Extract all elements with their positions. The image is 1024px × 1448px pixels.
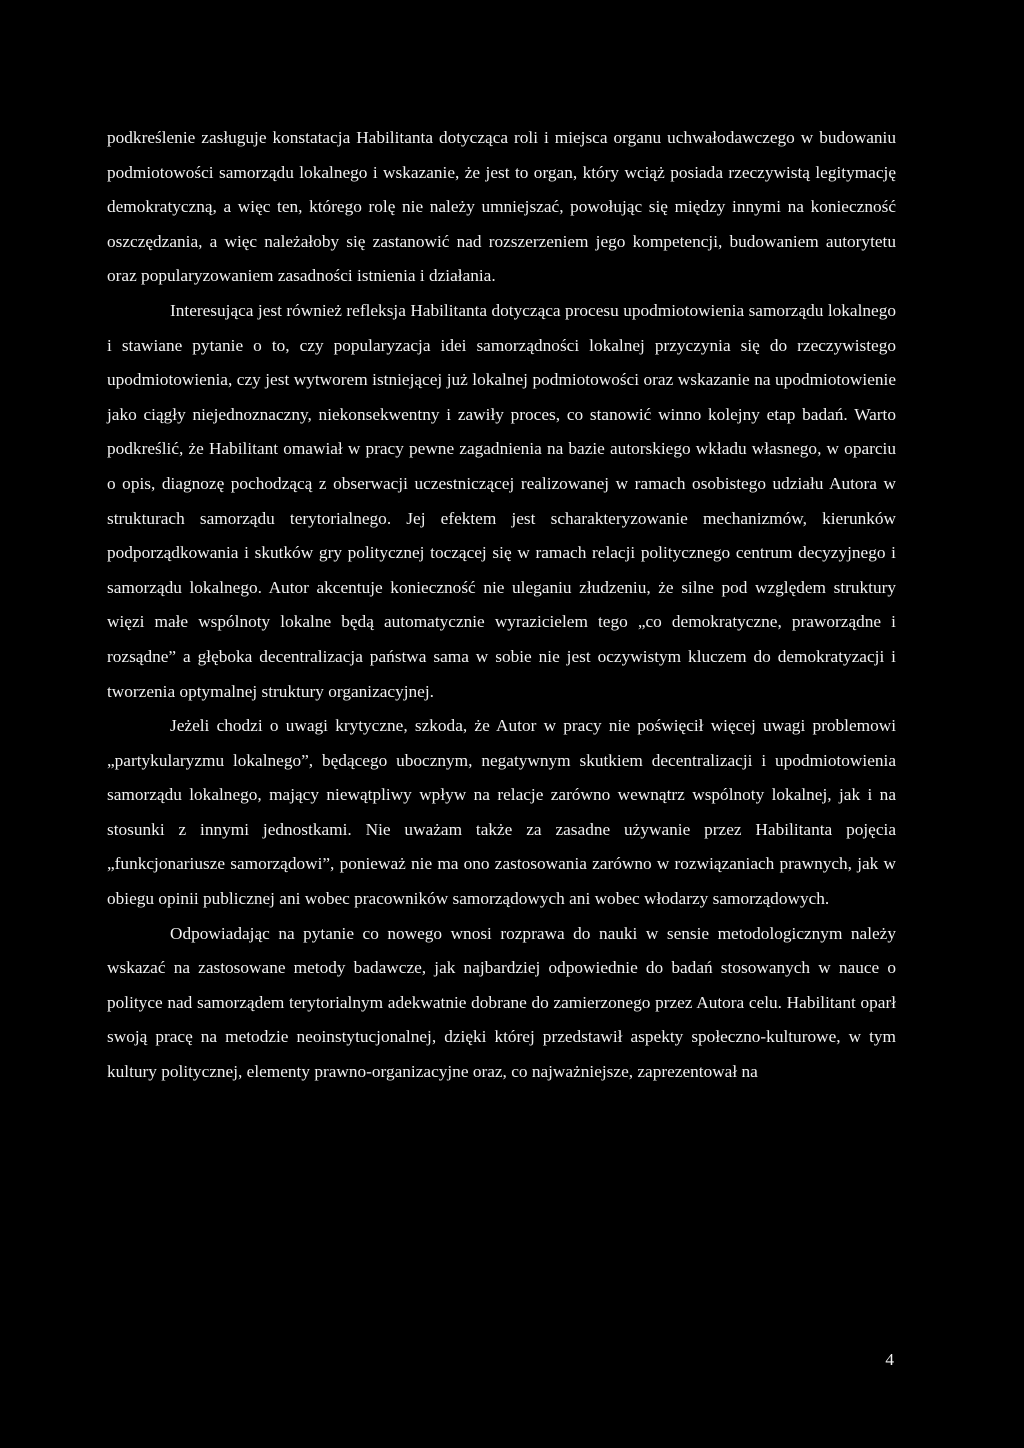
paragraph-1: podkreślenie zasługuje konstatacja Habilitanta dotycząca roli i miejsca organu uchwałodawczego w budowaniu podmiotowości samorządu lokalnego i wskazanie, że jest to organ, który wciąż posiada rzeczywistą legitymację demokratyczną, a więc ten, którego rolę nie należy umniejszać, powołując się między innymi na konieczność oszczędzania, a więc należałoby się zastanowić nad rozszerzeniem jego kompetencji, budowaniem autorytetu oraz popularyzowaniem zasadności istnienia i działania. [107, 128, 896, 286]
paragraph-2: Interesująca jest również refleksja Habilitanta dotycząca procesu upodmiotowienia samorządu lokalnego i stawiane pytanie o to, czy popularyzacja idei samorządności lokalnej przyczynia się do rzeczywistego upodmiotowienia, czy jest wytworem istniejącej już lokalnej podmiotowości oraz wskazanie na upodmiotowienie jako ciągły niejednoznaczny, niekonsekwentny i zawiły proces, co stanowić winno kolejny etap badań. Warto podkreślić, że Habilitant omawiał w pracy pewne zagadnienia na bazie autorskiego wkładu własnego, w oparciu o opis, diagnozę pochodzącą z obserwacji uczestniczącej realizowanej w ramach osobistego udziału Autora w strukturach samorządu terytorialnego. Jej efektem jest scharakteryzowanie mechanizmów, kierunków podporządkowania i skutków gry politycznej toczącej się w ramach relacji politycznego centrum decyzyjnego i samorządu lokalnego. Autor akcentuje konieczność nie uleganiu złudzeniu, że silne pod względem struktury więzi małe wspólnoty lokalne będą automatycznie wyrazicielem tego „co demokratyczne, praworządne i rozsądne” a głęboka decentralizacja państwa sama w sobie nie jest oczywistym kluczem do demokratyzacji i tworzenia optymalnej struktury organizacyjnej. [107, 300, 896, 701]
body-text [107, 121, 896, 1090]
paragraph-3: Jeżeli chodzi o uwagi krytyczne, szkoda, że Autor w pracy nie poświęcił więcej uwagi problemowi „partykularyzmu lokalnego”, będącego ubocznym, negatywnym skutkiem decentralizacji i upodmiotowienia samorządu lokalnego, mający niewątpliwy wpływ na relacje zarówno wewnątrz wspólnoty lokalnej, jak i na stosunki z innymi jednostkami. Nie uważam także za zasadne używanie przez Habilitanta pojęcia „funkcjonariusze samorządowi”, ponieważ nie ma ono zastosowania zarówno w rozwiązaniach prawnych, jak w obiegu opinii publicznej ani wobec pracowników samorządowych ani wobec włodarzy samorządowych. [107, 716, 896, 909]
page-number: 4 [885, 1350, 894, 1369]
paragraph-4: Odpowiadając na pytanie co nowego wnosi rozprawa do nauki w sensie metodologicznym należy wskazać na zastosowane metody badawcze, jak najbardziej odpowiednie do badań stosowanych w nauce o polityce nad samorządem terytorialnym adekwatnie dobrane do zamierzonego przez Autora celu. Habilitant oparł swoją pracę na metodzie neoinstytucjonalnej, dzięki której przedstawił aspekty społeczno-kulturowe, w tym kultury politycznej, elementy prawno-organizacyjne oraz, co najważniejsze, zaprezentował na [107, 923, 896, 1082]
